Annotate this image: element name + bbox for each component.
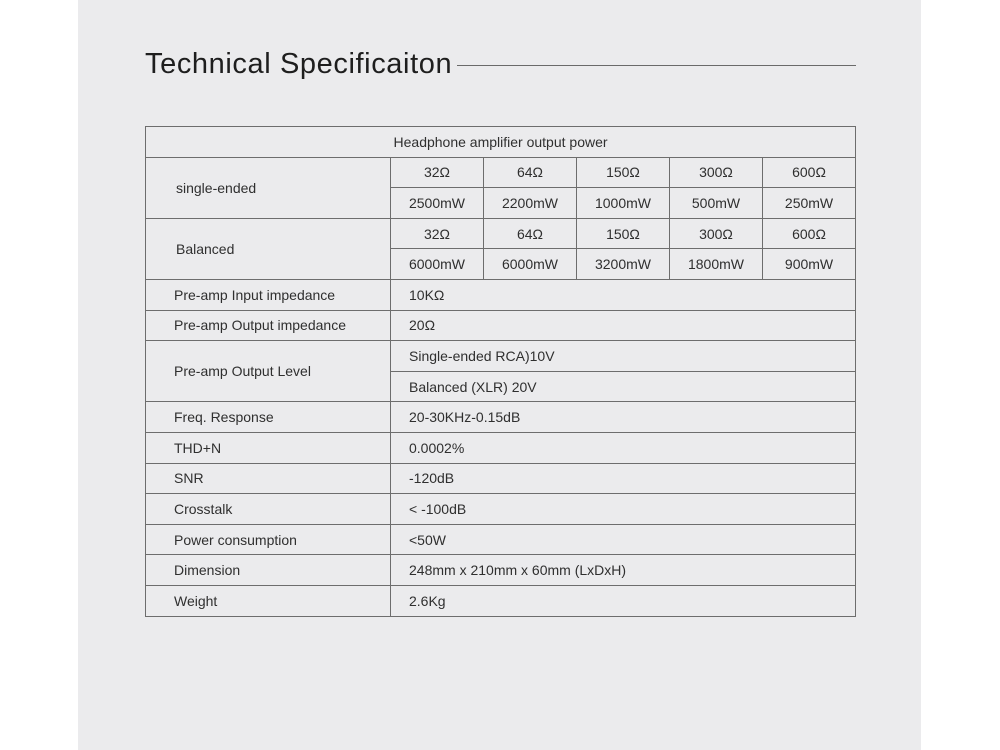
- row-label: Crosstalk: [146, 494, 391, 525]
- table-cell: 600Ω: [763, 157, 856, 188]
- row-label: Dimension: [146, 555, 391, 586]
- table-row: [146, 341, 856, 372]
- table-row: [146, 494, 856, 525]
- table-row: [146, 585, 856, 616]
- page-title: Technical Specificaiton: [145, 48, 453, 80]
- title-divider: [457, 65, 856, 66]
- table-header-row: [146, 127, 856, 158]
- row-label: SNR: [146, 463, 391, 494]
- title-row: [145, 44, 857, 84]
- table-row: [146, 463, 856, 494]
- row-label: Pre-amp Output impedance: [146, 310, 391, 341]
- row-label: Power consumption: [146, 524, 391, 555]
- table-cell: 300Ω: [670, 157, 763, 188]
- single-ended-load-row: [146, 157, 856, 188]
- table-cell: 2200mW: [484, 188, 577, 219]
- table-cell: 600Ω: [763, 218, 856, 249]
- table-row: [146, 432, 856, 463]
- table-row: [146, 555, 856, 586]
- table-header: Headphone amplifier output power: [146, 127, 856, 158]
- table-cell: 2500mW: [391, 188, 484, 219]
- row-value: 10KΩ: [391, 279, 856, 310]
- row-label: THD+N: [146, 432, 391, 463]
- table-row: [146, 310, 856, 341]
- table-cell: 500mW: [670, 188, 763, 219]
- table-cell: 900mW: [763, 249, 856, 280]
- row-label: Freq. Response: [146, 402, 391, 433]
- row-value: -120dB: [391, 463, 856, 494]
- table-cell: 6000mW: [484, 249, 577, 280]
- table-cell: 6000mW: [391, 249, 484, 280]
- table-cell: 64Ω: [484, 218, 577, 249]
- row-value: 20Ω: [391, 310, 856, 341]
- row-value: < -100dB: [391, 494, 856, 525]
- spec-table: [145, 126, 856, 617]
- row-value: Balanced (XLR) 20V: [391, 371, 856, 402]
- table-cell: 32Ω: [391, 157, 484, 188]
- balanced-label: Balanced: [146, 218, 391, 279]
- table-cell: 32Ω: [391, 218, 484, 249]
- row-value: 248mm x 210mm x 60mm (LxDxH): [391, 555, 856, 586]
- row-value: Single-ended RCA)10V: [391, 341, 856, 372]
- row-value: 0.0002%: [391, 432, 856, 463]
- row-value: 20-30KHz-0.15dB: [391, 402, 856, 433]
- table-cell: 150Ω: [577, 157, 670, 188]
- balanced-load-row: [146, 218, 856, 249]
- table-cell: 1000mW: [577, 188, 670, 219]
- row-value: <50W: [391, 524, 856, 555]
- table-row: [146, 524, 856, 555]
- table-row: [146, 279, 856, 310]
- table-cell: 64Ω: [484, 157, 577, 188]
- row-label: Weight: [146, 585, 391, 616]
- table-cell: 250mW: [763, 188, 856, 219]
- table-cell: 300Ω: [670, 218, 763, 249]
- row-label: Pre-amp Output Level: [146, 341, 391, 402]
- table-cell: 1800mW: [670, 249, 763, 280]
- row-value: 2.6Kg: [391, 585, 856, 616]
- table-row: [146, 402, 856, 433]
- row-label: Pre-amp Input impedance: [146, 279, 391, 310]
- table-cell: 3200mW: [577, 249, 670, 280]
- table-cell: 150Ω: [577, 218, 670, 249]
- single-ended-label: single-ended: [146, 157, 391, 218]
